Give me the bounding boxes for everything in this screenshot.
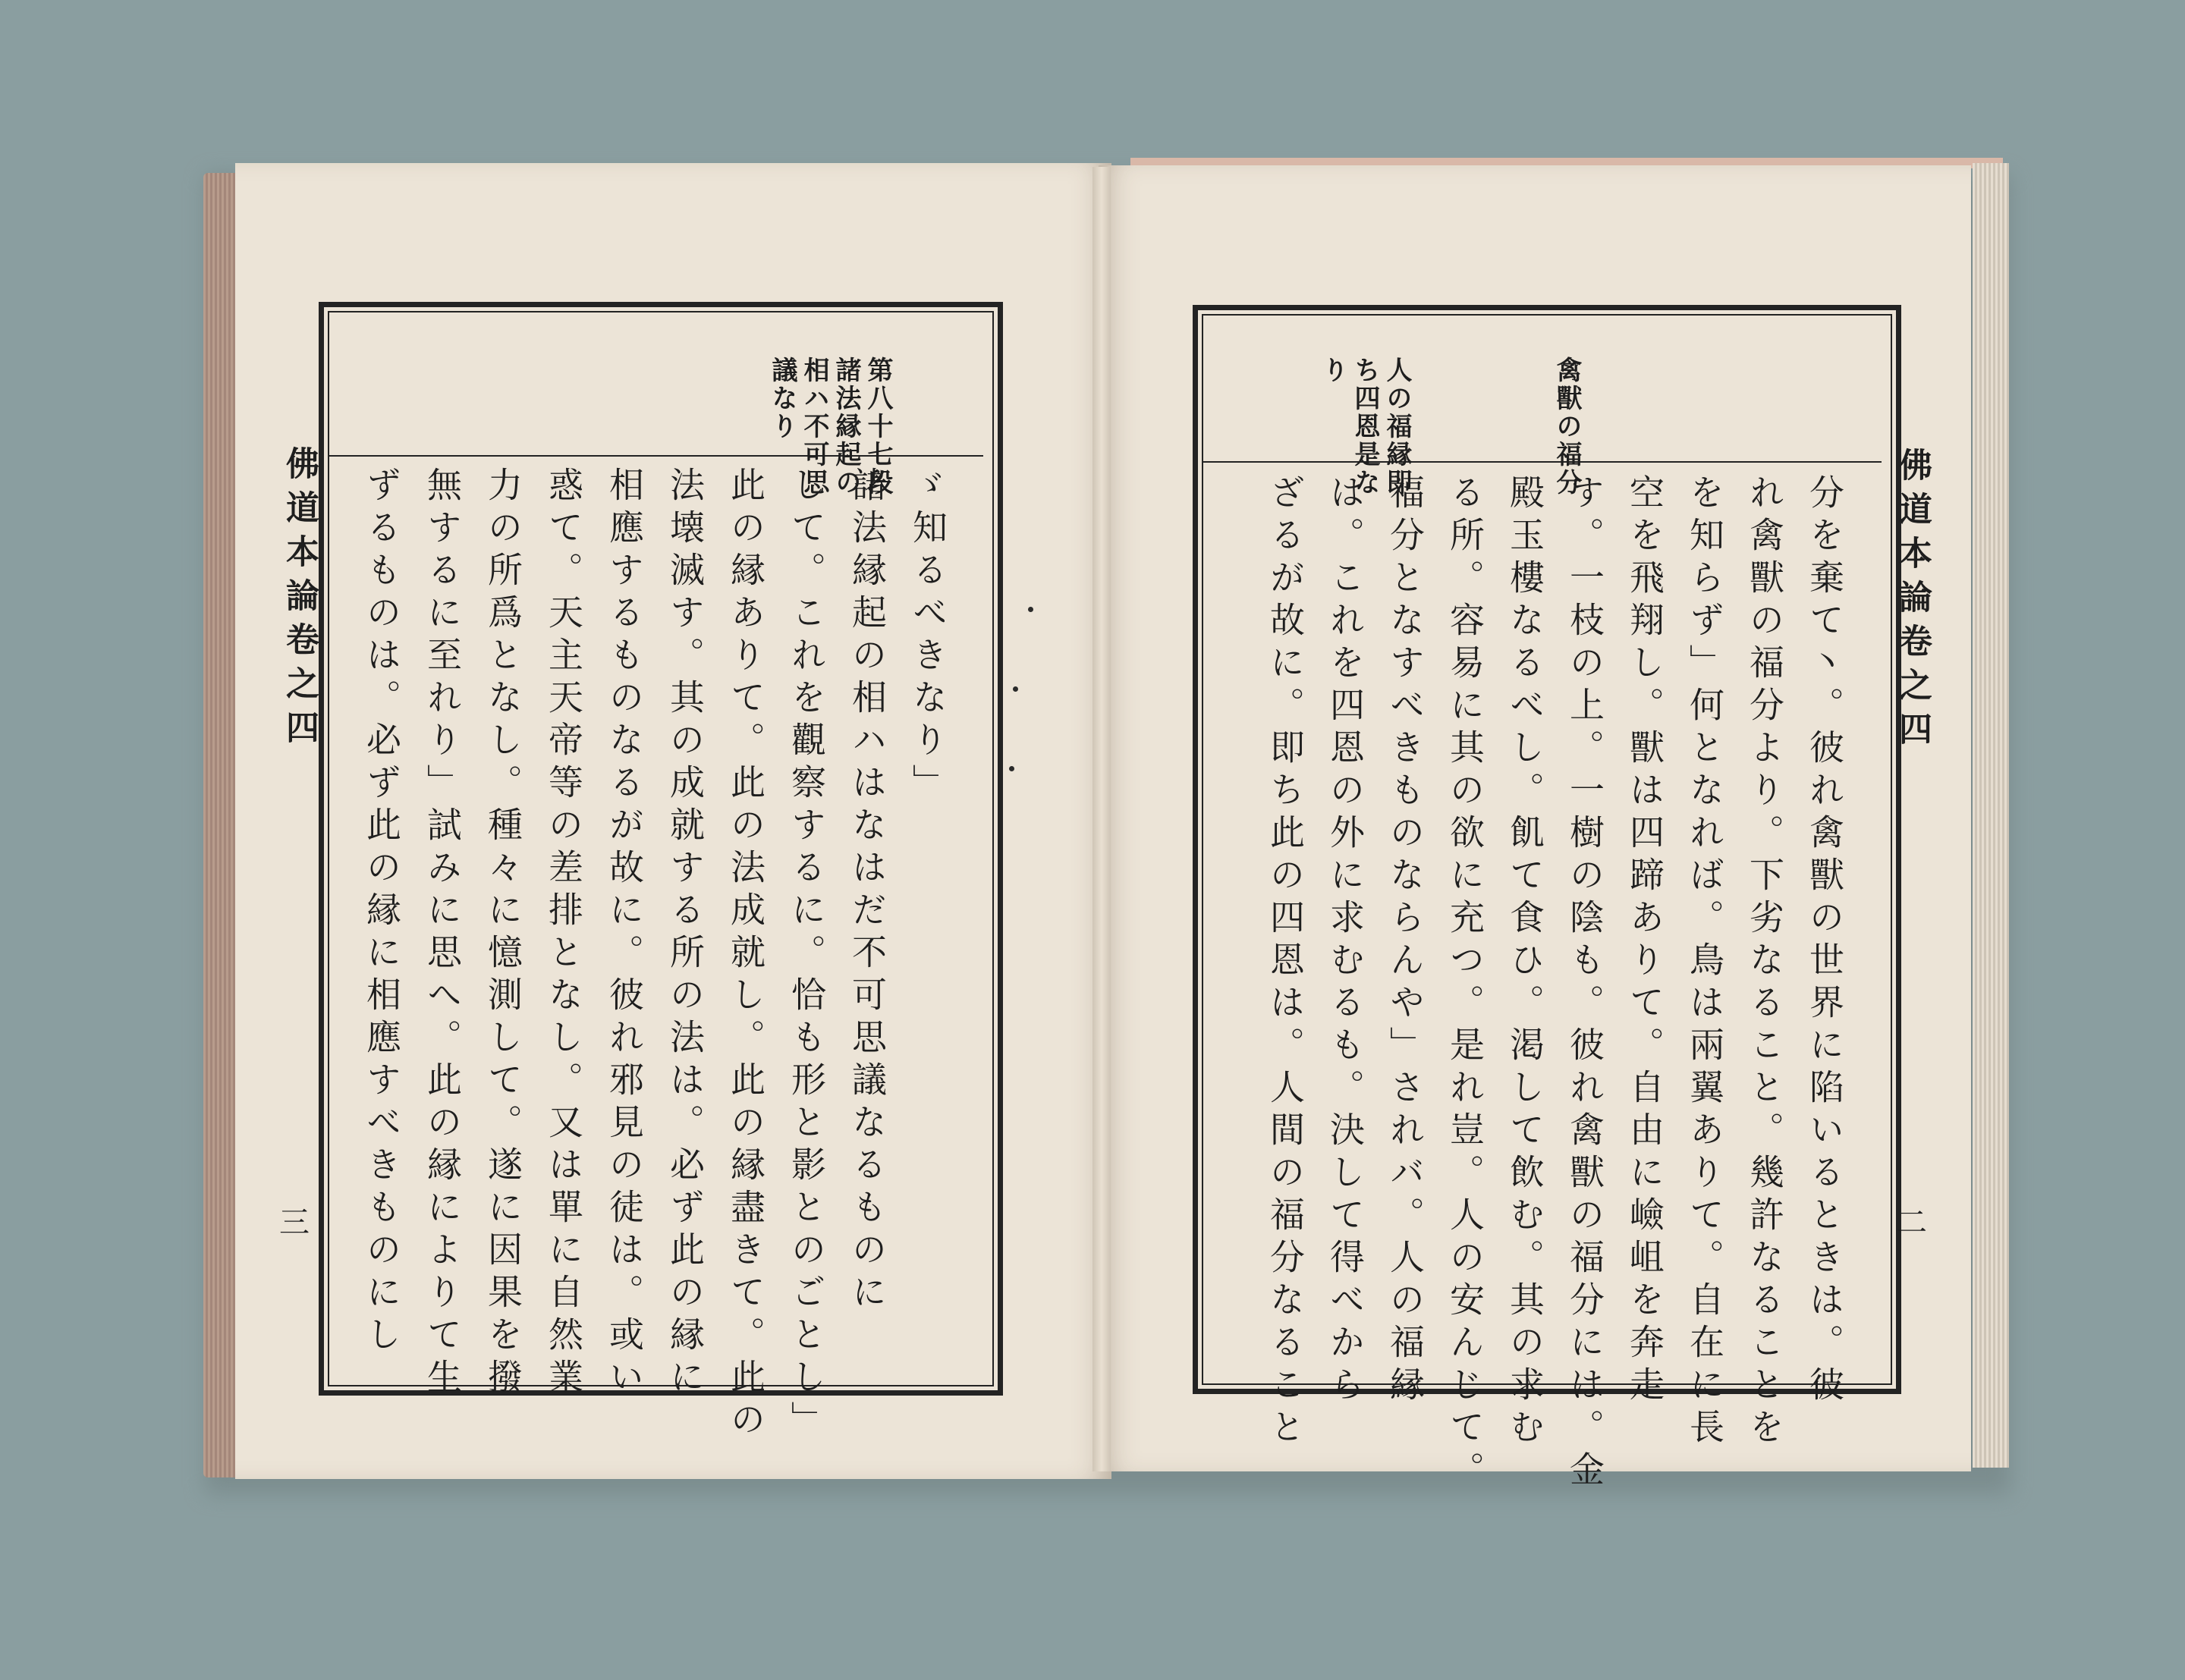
right-headnote-line-3: ち四恩是な <box>1350 356 1380 497</box>
left-body-line-2: 諸法縁起の相ハはなはだ不可思議なるものに <box>847 466 888 1316</box>
right-body-line-4: 空を飛翔し。獸は四蹄ありて。自由に嶮岨を奔走 <box>1624 474 1665 1408</box>
right-headnote-line-1: 禽獸の福分 <box>1552 356 1582 497</box>
left-body-line-1: ゞ知るべきなり」 <box>907 466 948 806</box>
right-body-line-6: 殿玉樓なるべし。飢て食ひ。渇して飲む。其の求む <box>1504 474 1545 1451</box>
left-body-line-8: 力の所爲となし。種々に憶測して。遂に因果を撥 <box>483 466 523 1401</box>
right-body-line-5: す。一枝の上。一樹の陰も。彼れ禽獸の福分には。金 <box>1564 474 1605 1493</box>
right-headnote-line-4: り <box>1318 356 1348 385</box>
right-header-rule <box>1202 461 1882 463</box>
left-body-line-3: して。これを觀察するに。恰も形と影とのごとし」 <box>786 466 827 1443</box>
left-headnote-line-1: 第八十七段 <box>863 356 893 497</box>
left-body-line-5: 法壊滅す。其の成就する所の法は。必ず此の縁に <box>665 466 706 1401</box>
right-body-line-8: 福分となすべきものならんや」されバ。人の福縁 <box>1385 474 1426 1408</box>
right-body-line-9: は。これを四恩の外に求むるも。決して得べから <box>1325 474 1366 1408</box>
right-body-line-1: 分を棄て丶。彼れ禽獸の世界に陷いるときは。彼 <box>1804 474 1845 1408</box>
left-body-line-10: ずるものは。必ず此の縁に相應すべきものにし <box>361 466 402 1358</box>
right-page-edges <box>1973 163 2009 1468</box>
left-body-line-9: 無するに至れり」試みに思へ。此の縁によりて生 <box>422 466 463 1401</box>
right-body-line-10: ざるが故に。即ち此の四恩は。人間の福分なること <box>1265 474 1306 1451</box>
binding-hole-mark <box>1013 686 1018 692</box>
right-body-line-7: る所。容易に其の欲に充つ。是れ豈。人の安んじて。 <box>1445 474 1485 1493</box>
left-body-line-6: 相應するものなるが故に。彼れ邪見の徒は。或い <box>604 466 645 1401</box>
right-headnote-line-2: 人の福縁即 <box>1382 356 1412 497</box>
right-running-title: 佛道本論卷之四 <box>1893 447 1932 755</box>
right-body-line-2: れ禽獸の福分より。下劣なること。幾許なることを <box>1744 474 1785 1451</box>
left-page-number: 三 <box>279 1205 310 1240</box>
binding-hole-mark <box>1028 607 1033 612</box>
left-headnote-line-3: 相ハ不可思 <box>799 356 829 497</box>
left-body-line-7: 惑て。天主天帝等の差排となし。又は單に自然業 <box>543 466 584 1401</box>
book-gutter <box>1092 167 1111 1471</box>
left-headnote-line-4: 議なり <box>767 356 797 441</box>
left-running-title: 佛道本論卷之四 <box>280 446 319 754</box>
left-page-edges <box>203 173 240 1477</box>
left-headnote-line-2: 諸法縁起の <box>831 356 861 497</box>
right-page-number: 二 <box>1897 1205 1927 1240</box>
left-body-line-4: 此の縁ありて。此の法成就し。此の縁盡きて。此の <box>725 466 766 1443</box>
right-body-line-3: を知らず」何となれば。鳥は兩翼ありて。自在に長 <box>1684 474 1725 1451</box>
binding-hole-mark <box>1009 766 1014 771</box>
